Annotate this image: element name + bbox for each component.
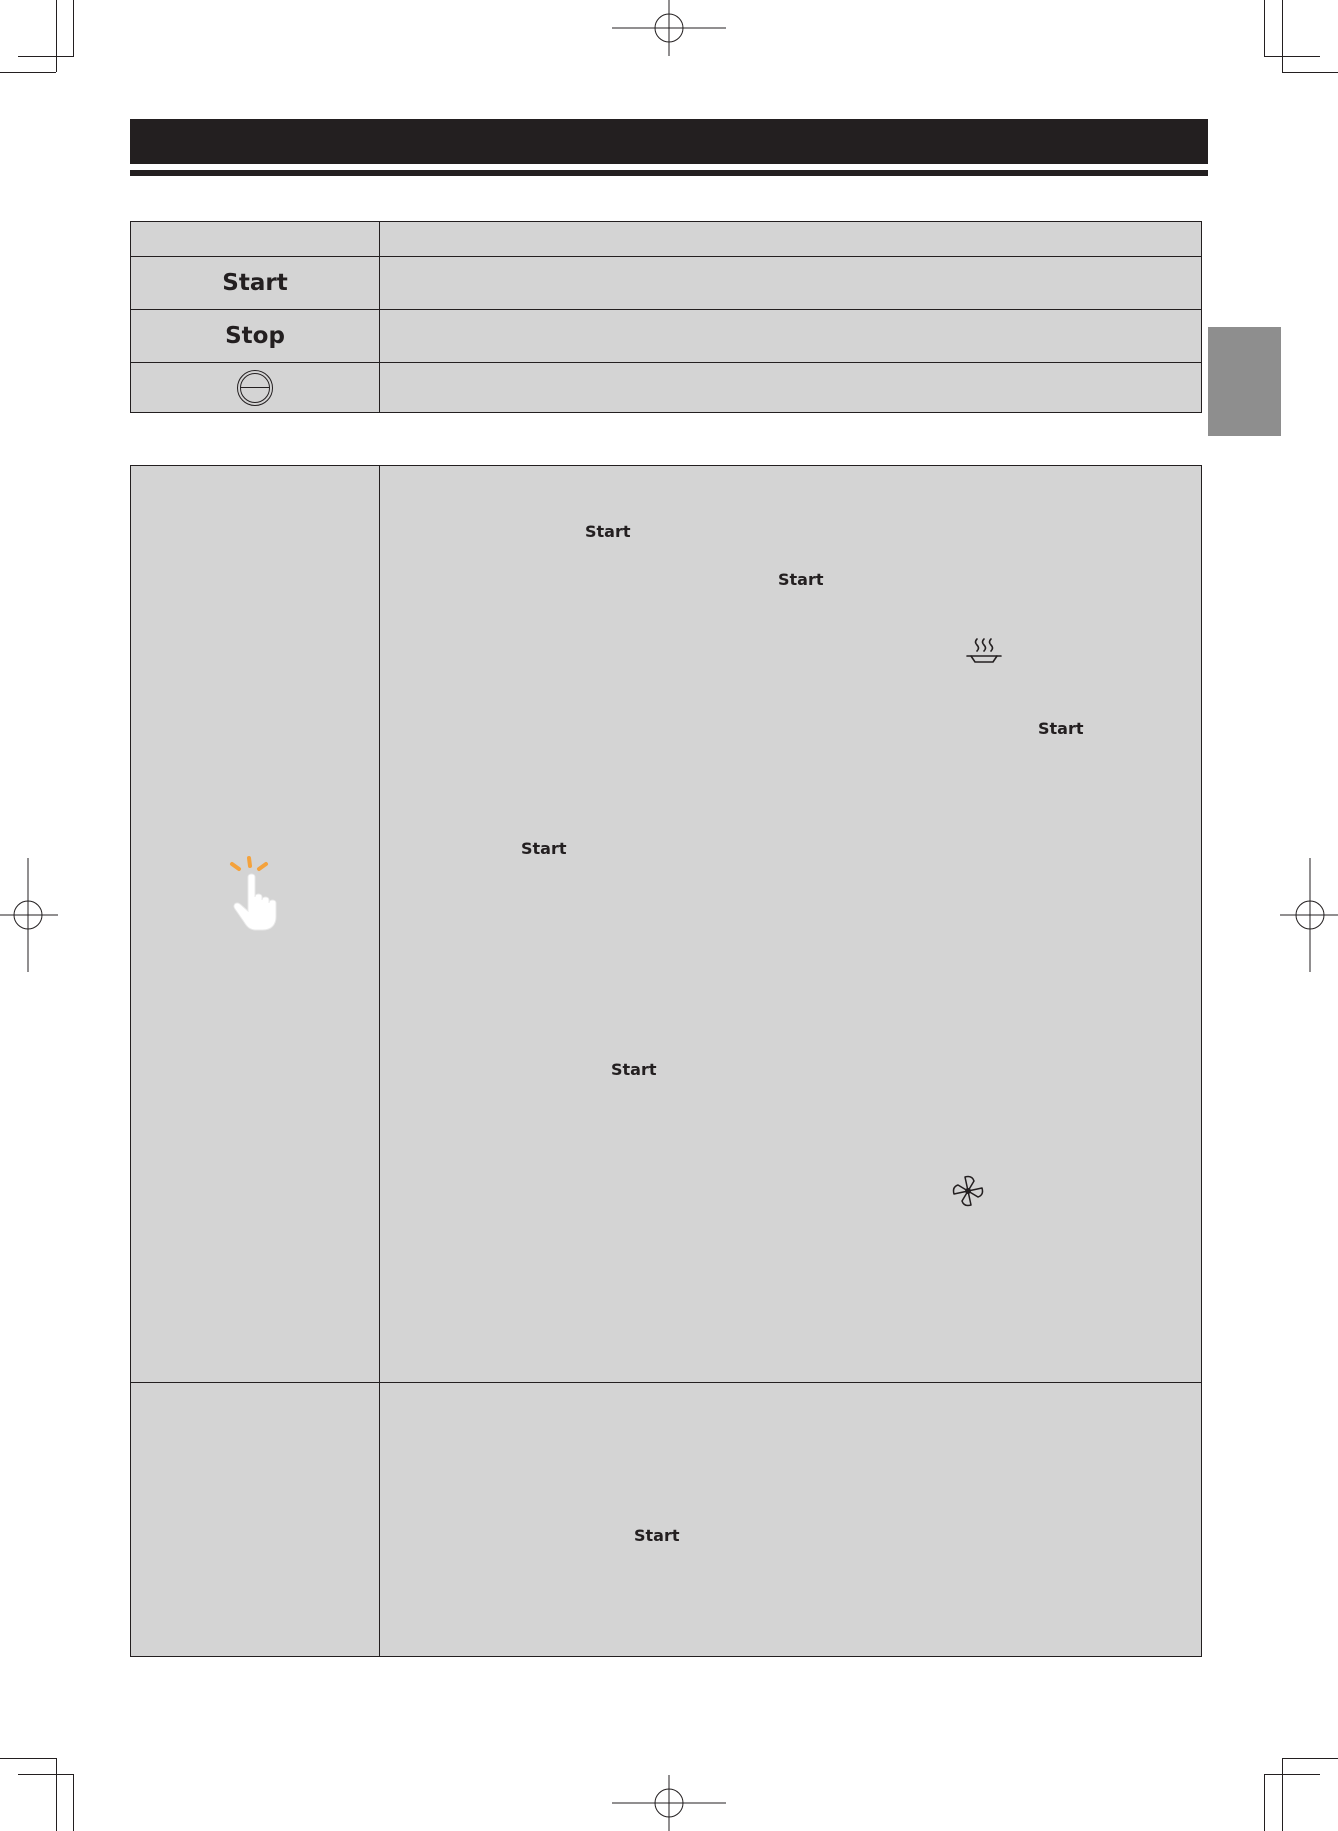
dial-knob-icon <box>237 370 273 406</box>
key-function-table <box>130 221 1202 413</box>
inline-start-label: Start <box>611 1060 657 1079</box>
key-column-header <box>131 222 380 257</box>
registration-mark-right <box>1280 858 1338 972</box>
description-column-header <box>380 222 1202 257</box>
registration-mark-bottom <box>612 1775 726 1831</box>
chapter-side-tab <box>1208 327 1281 436</box>
steaming-plate-icon <box>964 637 1004 667</box>
operations-row-2-label-cell <box>131 1383 380 1657</box>
stop-key-cell <box>131 310 380 363</box>
registration-mark-left <box>0 858 58 972</box>
dial-key-description <box>380 363 1202 413</box>
operations-row-1-content-cell <box>380 466 1202 1383</box>
stop-key-label: Stop <box>225 323 285 349</box>
stop-key-description <box>380 310 1202 363</box>
dial-key-cell <box>131 363 380 413</box>
key-table-header-row <box>131 222 1202 257</box>
section-header-bar <box>130 119 1208 164</box>
key-table-row-stop <box>131 310 1202 363</box>
key-table-row-dial <box>131 363 1202 413</box>
registration-mark-top <box>612 0 726 56</box>
operations-row-1 <box>131 466 1202 1383</box>
fan-icon <box>950 1173 986 1209</box>
operations-row-2 <box>131 1383 1202 1657</box>
inline-start-label: Start <box>585 522 631 541</box>
start-key-description <box>380 257 1202 310</box>
inline-start-label: Start <box>778 570 824 589</box>
section-header-rule <box>130 170 1208 176</box>
inline-start-label: Start <box>634 1526 680 1545</box>
operations-table <box>130 465 1202 1657</box>
operations-row-2-content-cell <box>380 1383 1202 1657</box>
touch-hand-icon <box>226 853 288 931</box>
start-key-label: Start <box>222 270 288 296</box>
inline-start-label: Start <box>521 839 567 858</box>
inline-start-label: Start <box>1038 719 1084 738</box>
start-key-cell <box>131 257 380 310</box>
key-table-row-start <box>131 257 1202 310</box>
